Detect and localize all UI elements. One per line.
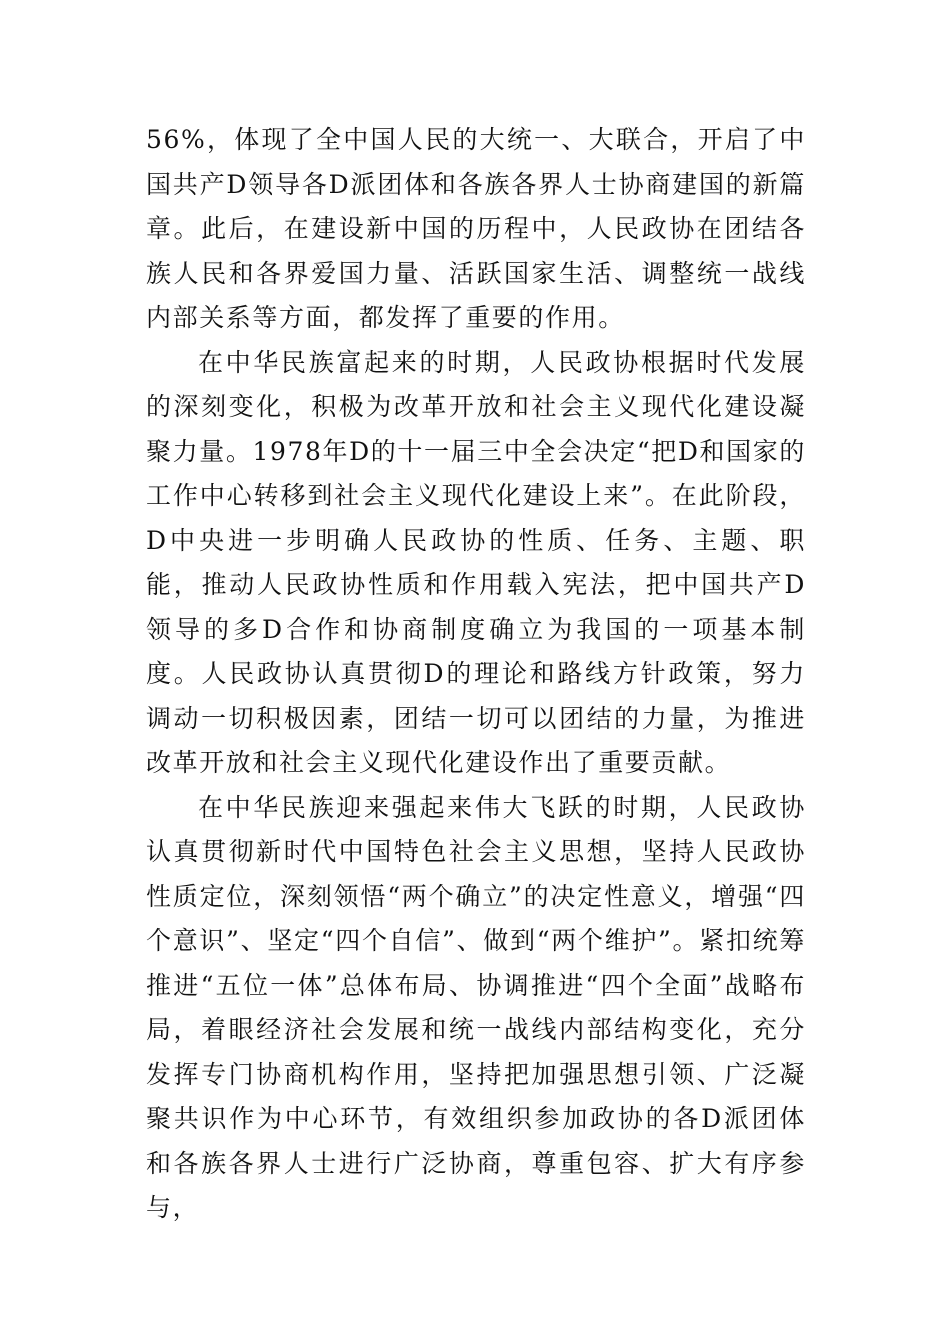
paragraph-3: 在中华民族迎来强起来伟大飞跃的时期，人民政协认真贯彻新时代中国特色社会主义思想，坚持人民政协性质定位，深刻领悟“两个确立”的决定性意义，增强“四个意识”、坚定“四个自信”、做到“两个维护”。紧扣统筹推进“五位一体”总体布局、协调推进“四个全面”战略布局，着眼经济社会发展和统一战线内部结构变化，充分发挥专门协商机构作用，坚持把加强思想引领、广泛凝聚共识作为中心环节，有效组织参加政协的各D派团体和各族各界人士进行广泛协商，尊重包容、扩大有序参与， (146, 792, 806, 1222)
body-text (146, 118, 806, 1231)
paragraph-2: 在中华民族富起来的时期，人民政协根据时代发展的深刻变化，积极为改革开放和社会主义现代化建设凝聚力量。1978年D的十一届三中全会决定“把D和国家的工作中心转移到社会主义现代化建设上来”。在此阶段，D中央进一步明确人民政协的性质、任务、主题、职能，推动人民政协性质和作用载入宪法，把中国共产D领导的多D合作和协商制度确立为我国的一项基本制度。人民政协认真贯彻D的理论和路线方针政策，努力调动一切积极因素，团结一切可以团结的力量，为推进改革开放和社会主义现代化建设作出了重要贡献。 (146, 347, 806, 777)
paragraph-1: 56%，体现了全中国人民的大统一、大联合，开启了中国共产D领导各D派团体和各族各界人士协商建国的新篇章。此后，在建设新中国的历程中，人民政协在团结各族人民和各界爱国力量、活跃国家生活、调整统一战线内部关系等方面，都发挥了重要的作用。 (146, 125, 806, 332)
